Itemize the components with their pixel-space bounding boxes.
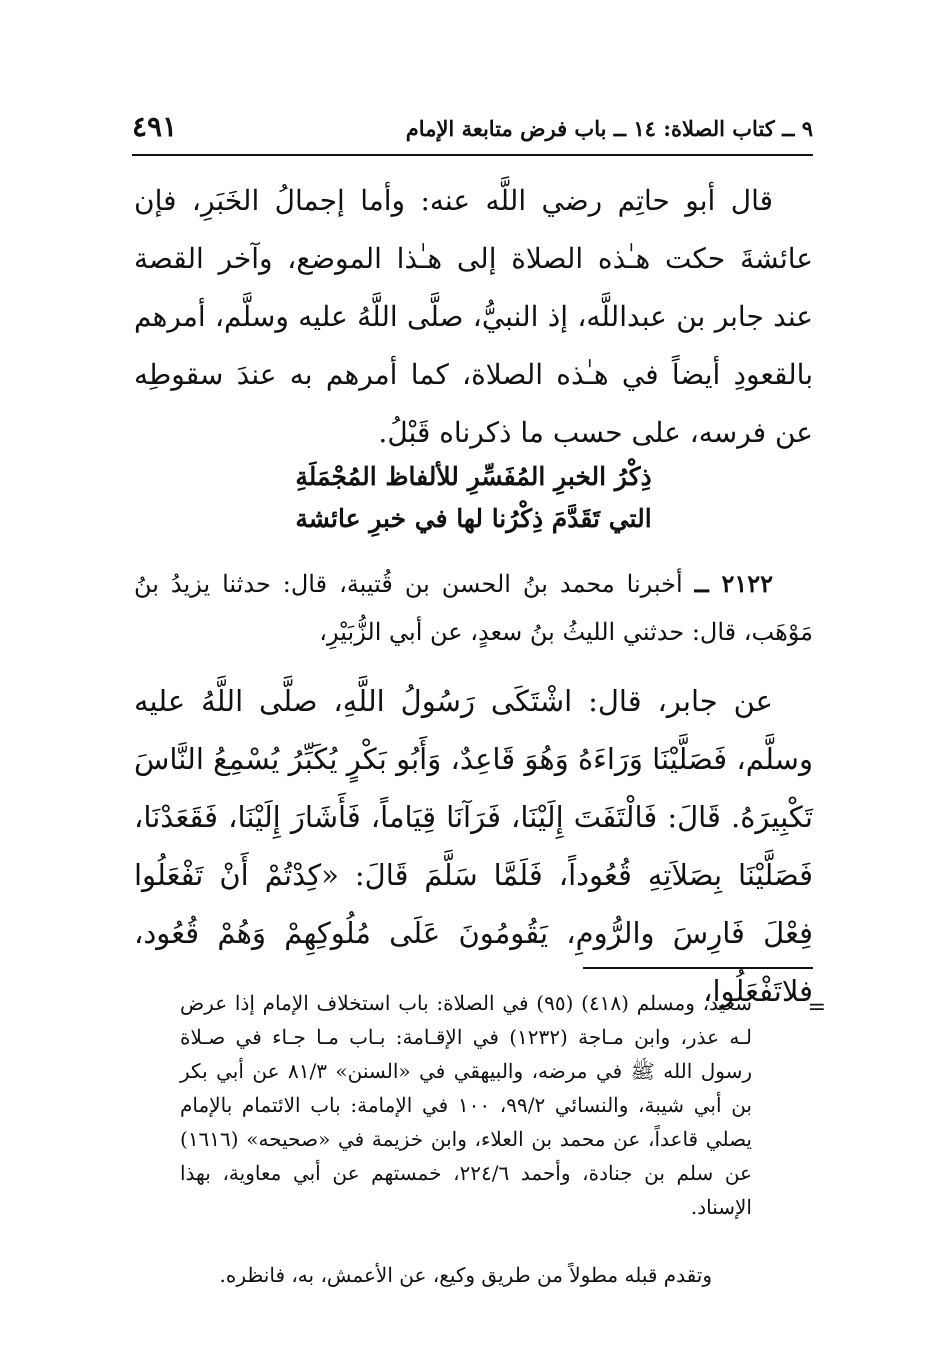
hadith-number: ٢١٢٢ ــ — [694, 569, 774, 598]
page-number: ٤٩١ — [132, 110, 178, 143]
section-heading-line-1: ذِكْرُ الخبرِ المُفَسِّرِ للألفاظ المُجْمَلَةِ — [295, 462, 652, 491]
hadith-isnad-text: أخبرنا محمد بنُ الحسن بن قُتيبة، قال: حدثنا يزيدُ بنُ مَوْهَب، قال: حدثني الليثُ بنُ سعدٍ، عن أبي الزُّبَيْرِ، — [134, 570, 813, 646]
footnote-continuation-marker: = — [807, 995, 826, 1020]
footnote-divider — [583, 967, 813, 969]
footnote — [180, 986, 752, 1224]
hadith-chain — [134, 560, 813, 656]
section-heading — [134, 456, 813, 540]
page-header — [132, 110, 813, 156]
hadith-isnad-paragraph — [134, 560, 813, 656]
footnote-closing — [180, 1258, 752, 1292]
footnote-last-line: وتقدم قبله مطولاً من طريق وكيع، عن الأعمش، به، فانظره. — [219, 1263, 712, 1287]
running-head: ٩ ــ كتاب الصلاة: ١٤ ــ باب فرض متابعة الإمام — [405, 116, 813, 141]
paragraph-text: قال أبو حاتِم رضي اللَّه عنه: وأما إجمالُ الخَبَرِ، فإن عائشةَ حكت هـٰذه الصلاة إلى هـٰذا الموضع، وآخر القصة عند جابر بن عبداللَّه، إذ النبيُّ، صلَّى اللَّهُ عليه وسلَّم، أمرهم بالقعودِ أيضاً في هـٰذه الصلاة، كما أمرهم به عندَ سقوطِه عن فرسه، على حسب ما ذكرناه قَبْلُ. — [134, 184, 814, 449]
section-heading-line-2: التي تَقَدَّمَ ذِكْرُنا لها في خبرِ عائشة — [295, 504, 652, 533]
main-paragraph — [134, 172, 813, 462]
footnote-text: سعيد، ومسلم (٤١٨) (٩٥) في الصلاة: باب استخلاف الإمام إذا عرض لـه عذر، وابن مـاجة (١٢٣٢) في الإقـامة: بـاب مـا جـاء في صـلاة رسول الله ﷺ في مرضه، والبيهقي في «السنن» ٨١/٣ عن أبي بكر بن أبي شيبة، والنسائي ٩٩/٢، ١٠٠ في الإمامة: باب الائتمام بالإمام يصلي قاعداً، عن محمد بن العلاء، وابن خزيمة في «صحيحه» (١٦١٦) عن سلم بن جنادة، وأحمد ٢٢٤/٦، خمستهم عن أبي معاوية، بهذا الإسناد. — [180, 991, 752, 1219]
hadith-matn-text: عن جابر، قال: اشْتَكَى رَسُولُ اللَّهِ، صلَّى اللَّهُ عليه وسلَّم، فَصَلَّيْنَا وَرَاءَهُ وَهُوَ قَاعِدٌ، وَأَبُو بَكْرٍ يُكَبِّرُ يُسْمِعُ النَّاسَ تَكْبِيرَهُ. قَالَ: فَالْتَفَتَ إِلَيْنَا، فَرَآنَا قِيَاماً، فَأَشَارَ إِلَيْنَا، فَقَعَدْنَا، فَصَلَّيْنَا بِصَلاَتِهِ قُعُوداً، فَلَمَّا سَلَّمَ قَالَ: «كِدْتُمْ أَنْ تَفْعَلُوا فِعْلَ فَارِسَ والرُّومِ، يَقُومُونَ عَلَى مُلُوكِهِمْ وَهُمْ قُعُود، فلاتَفْعَلُوا، — [134, 684, 813, 1008]
